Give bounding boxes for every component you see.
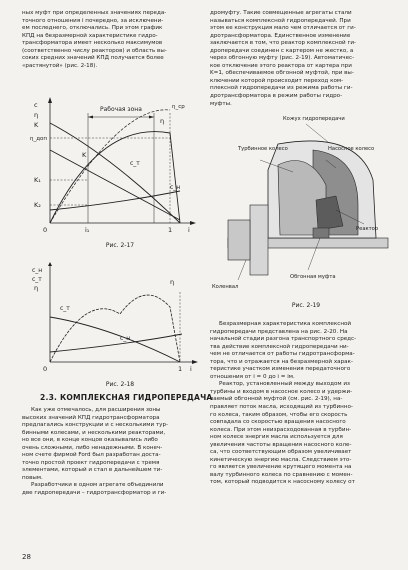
right-line: K=1, обеспечиваемое обгонной муфтой, при вы- <box>210 70 354 77</box>
fig17-y-label-c: c <box>34 101 38 109</box>
right-line: заключается в том, что реактор комплексной ги- <box>210 40 357 47</box>
fig17-x-label-i1: i₁ <box>85 226 90 234</box>
left-bottom-line: предлагались конструкции и с несколькими тур- <box>22 422 169 429</box>
left-line: (соответственно числу реакторов) и область вы- <box>22 47 167 54</box>
left-line: КПД на безразмерной характеристике гидро- <box>22 32 158 39</box>
right-line: кое отключение этого реактора от картера при <box>210 62 352 69</box>
fig18-x-label-i: i <box>190 365 192 373</box>
left-bottom-line: бинными колесами, и несколькими реакторами, <box>22 429 166 436</box>
left-line: «растянутой» (рис. 2-18). <box>22 62 98 69</box>
fig18-curve-label-cn: c_н <box>120 335 131 342</box>
right-bottom-line: гидропередачи представлена на рис. 2-20. На <box>210 328 348 335</box>
fig17-curve-label-ct: c_т <box>130 160 140 167</box>
right-bottom-line: отношения от i = 0 до i = iм. <box>210 373 295 380</box>
left-line: соких средних значений КПД получается более <box>22 55 164 62</box>
right-bottom-line: теристике участком изменения передаточного <box>210 366 351 373</box>
right-bottom-line: Реактор, установленный между выходом из <box>219 381 351 388</box>
left-bottom-line: очень сложными, либо ненадежными. В конеч- <box>22 444 163 451</box>
right-bottom-line: валу турбинного колеса по сравнению с момен- <box>210 471 353 478</box>
left-bottom-line: высоких значений КПД гидротрансформатора <box>22 414 160 421</box>
right-bottom-line: том, который подводится к насосному колесу от <box>210 479 355 486</box>
fig17-work-zone-label: Рабочая зона <box>100 106 142 113</box>
right-line: дромуфту. Такие совмещенные агрегаты стали <box>210 10 352 16</box>
right-line: через обгонную муфту (рис. 2-19). Автоматичес- <box>210 55 355 62</box>
fig17-y-label-k1: K₁ <box>34 176 41 184</box>
fig17-curve-label-eta: η <box>160 117 165 125</box>
right-bottom-line: правляет поток масла, исходящий из турбинно- <box>210 404 353 411</box>
section-heading: 2.3. КОМПЛЕКСНАЯ ГИДРОПЕРЕДАЧА <box>40 393 213 402</box>
fig18-y-label-eta: η <box>34 284 39 292</box>
left-bottom-line: две гидропередачи – гидротрансформатор и ги- <box>22 490 167 497</box>
fig19-label-freewheel: Обгонная муфта <box>290 274 336 280</box>
page-number: 28 <box>22 553 31 561</box>
right-bottom-line: колеса. При этом неизрасходованная в турбин- <box>210 426 352 433</box>
fig17-y-label-k2: K₂ <box>34 201 41 209</box>
left-bottom-line: Как уже отмечалось, для расширения зоны <box>31 407 161 413</box>
fig19-label-pump: Насосное колесо <box>328 146 375 152</box>
left-line: точного отношения i почередно, за исключени- <box>22 17 164 24</box>
right-bottom-line: тва действие комплексной гидропередачи ни- <box>210 343 349 350</box>
right-line: этом ее конструкция мало чем отличается от ги- <box>210 25 356 32</box>
left-bottom-line: Разработчики в одном агрегате объединили <box>31 482 164 489</box>
fig19-label-housing: Кожух гидропередачи <box>283 116 345 122</box>
right-line: дротрансформатора. Единственное изменение <box>210 32 351 39</box>
fig17-x-label-1: 1 <box>168 226 173 234</box>
left-bottom-line: ном счете фирмой Ford был разработан доста- <box>22 452 161 459</box>
right-line: дротрансформатора в режим работы гидро- <box>210 93 343 100</box>
left-bottom-line: точно простой проект гидропередачи с тремя <box>22 459 160 466</box>
left-column-bottom <box>22 407 200 498</box>
right-column-bottom <box>210 321 388 487</box>
right-bottom-line: кинетическую энергию масла. Следствием это- <box>210 456 352 463</box>
fig18-y-label-cn: c_н <box>32 267 43 274</box>
figure-2-17-caption: Рис. 2-17 <box>105 242 135 249</box>
right-line: дропередачи соединен с картером не жестко, а <box>210 47 354 54</box>
right-line: муфты. <box>210 100 232 107</box>
right-bottom-line: Безразмерная характеристика комплексной <box>219 321 352 327</box>
figure-2-18-chart <box>30 262 200 374</box>
right-bottom-line: турбины и входом в насосное колесо и удержи- <box>210 388 353 395</box>
right-bottom-line: увеличения частоты вращения насосного коле- <box>210 441 352 448</box>
fig17-x-label-0: 0 <box>43 226 48 234</box>
fig17-y-label-k: K <box>34 121 39 129</box>
left-line: ных муфт при определенных значениях переда- <box>22 10 167 16</box>
right-bottom-line: го является увеличение крутящего момента на <box>210 464 352 471</box>
fig17-curve-label-k: K <box>82 151 87 159</box>
left-line: ем последнего, отключались. При этом график <box>22 25 163 32</box>
figure-2-19-diagram <box>208 110 390 300</box>
left-column-intro <box>22 10 200 70</box>
figure-2-18-caption: Рис. 2-18 <box>105 381 135 388</box>
right-bottom-line: ном колесе энергия масла используется для <box>210 434 343 441</box>
right-bottom-line: чем не отличается от работы гидротрансформа- <box>210 351 355 358</box>
figure-2-17-chart <box>30 95 200 235</box>
left-line: трансформатора имеет несколько максимумов <box>22 40 163 47</box>
right-bottom-line: начальной стадии разгона транспортного средс- <box>210 336 357 343</box>
right-bottom-line: са, что соответствующим образом увеличивает <box>210 449 352 456</box>
fig17-y-label-eta: η <box>34 111 39 119</box>
fig17-curve-label-cn: c_н <box>170 184 181 191</box>
fig18-x-label-0: 0 <box>43 365 48 373</box>
fig18-y-label-ct: c_т <box>32 276 42 283</box>
fig19-label-reactor: Реактор <box>356 226 379 232</box>
fig19-label-crankshaft: Коленвал <box>212 284 239 290</box>
fig17-x-label-i: i <box>188 226 190 234</box>
right-bottom-line: совпадала со скоростью вращения насосного <box>210 419 346 426</box>
left-bottom-line: элементами, который и стал в дальнейшем ти- <box>22 467 163 474</box>
fig18-curve-label-eta: η <box>170 278 175 286</box>
fig18-x-label-1: 1 <box>178 365 183 373</box>
right-bottom-line: тора, что и отражается на безразмерной харак- <box>210 358 353 365</box>
right-bottom-line: го колеса, таким образом, чтобы его скорость <box>210 411 348 418</box>
right-bottom-line: ваемый обгонной муфтой (см. рис. 2-19), на- <box>210 396 343 403</box>
left-bottom-line: но все они, в конце концов оказывались либо <box>22 437 158 444</box>
figure-2-19-caption: Рис. 2-19 <box>291 302 321 309</box>
fig17-y-label-eta-dop: η_доп <box>30 136 47 142</box>
right-line: ключении которой происходит переход ком- <box>210 77 344 84</box>
fig17-curve-label-eta-sr: η_ср <box>172 104 185 110</box>
right-line: называться комплексной гидропередачей. При <box>210 17 351 24</box>
right-line: плексной гидропередачи из режима работы ги- <box>210 85 353 92</box>
left-bottom-line: повым. <box>22 474 43 481</box>
fig19-label-turbine: Турбинное колесо <box>238 146 288 152</box>
right-column-intro <box>210 10 388 108</box>
fig18-curve-label-ct: c_т <box>60 305 70 312</box>
